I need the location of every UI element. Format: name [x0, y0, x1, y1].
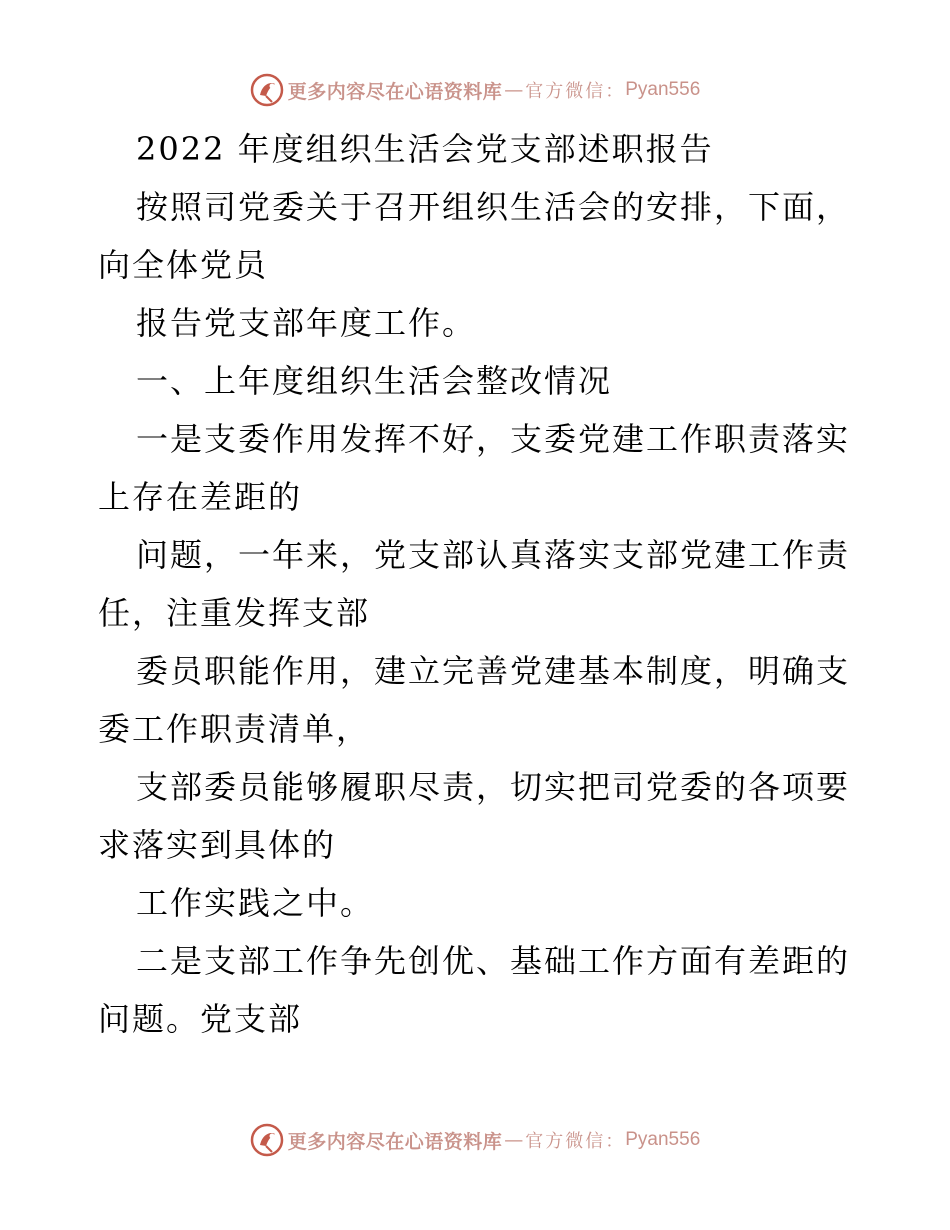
footer-dash: — — [504, 1129, 524, 1151]
paragraph-line: 一是支委作用发挥不好，支委党建工作职责落实 — [136, 420, 851, 458]
paragraph-line: 问题，一年来，党支部认真落实支部党建工作责 — [136, 536, 851, 574]
paragraph-line: 委工作职责清单， — [98, 710, 371, 748]
paragraph-line: 向全体党员 — [98, 246, 269, 284]
header-official-label: 官方微信： — [525, 81, 626, 102]
footer-wechat-handle: Pyan556 — [625, 1129, 701, 1150]
header-wechat-handle: Pyan556 — [625, 79, 701, 100]
header-dash: — — [504, 79, 524, 101]
footer-official-label: 官方微信： — [525, 1131, 626, 1152]
paragraph-line: 委员职能作用，建立完善党建基本制度，明确支 — [136, 652, 851, 690]
header-brand-text: 更多内容尽在心语资料库 — [287, 80, 503, 103]
paragraph-line: 任，注重发挥支部 — [98, 594, 371, 632]
section-heading: 一、上年度组织生活会整改情况 — [136, 362, 613, 400]
document-body — [98, 120, 858, 1048]
paragraph-line: 问题。党支部 — [98, 1000, 303, 1038]
paragraph-line: 按照司党委关于召开组织生活会的安排，下面， — [136, 188, 851, 226]
paragraph-line: 支部委员能够履职尽责，切实把司党委的各项要 — [136, 768, 851, 806]
paragraph-line: 工作实践之中。 — [136, 884, 375, 922]
paragraph-line: 上存在差距的 — [98, 478, 303, 516]
rose-logo-icon — [250, 73, 284, 107]
header-banner — [0, 70, 950, 110]
paragraph-line: 二是支部工作争先创优、基础工作方面有差距的 — [136, 942, 851, 980]
document-title: 2022 年度组织生活会党支部述职报告 — [136, 130, 714, 168]
paragraph-line: 报告党支部年度工作。 — [136, 304, 477, 342]
rose-logo-icon — [250, 1123, 284, 1157]
footer-banner — [0, 1120, 950, 1160]
paragraph-line: 求落实到具体的 — [98, 826, 337, 864]
footer-brand-text: 更多内容尽在心语资料库 — [287, 1130, 503, 1153]
